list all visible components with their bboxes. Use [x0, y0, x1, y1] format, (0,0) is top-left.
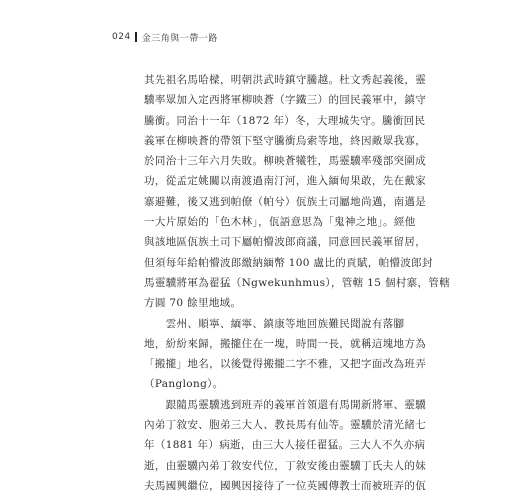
text-line: 騰衝。同治十一年（1872 年）冬，大理城失守。騰衝回民 — [144, 114, 426, 127]
header-divider-bar — [135, 32, 137, 42]
text-line: 馬靈驥將軍為翟猛（Ngwekunhmus），管轄 15 個村寨，管轄 — [144, 276, 451, 289]
text-line: 於同治十三年六月失敗。柳映蒼犧牲，馬靈驥率殘部突圍成 — [144, 155, 427, 168]
text-line: 雲州、順寧、緬寧、鎮康等地回族難民聞說有落腳 — [144, 317, 405, 330]
page-number: 024 — [112, 32, 131, 42]
text-line: 方圓 70 餘里地域。 — [144, 297, 242, 310]
book-title: 金三角與一帶一路 — [141, 33, 218, 44]
text-line: 寨避難，後又逃到帕僚（帕兮）佤族土司屬地尚邁，南邁是 — [144, 195, 427, 208]
text-line: 但須每年給帕懵波郎繳納緬幣 100 盧比的貢賦，帕懵波郎封 — [144, 256, 433, 269]
text-line: 驥率眾加入定西將軍柳映蒼（字鐵三）的回民義軍中，鎮守 — [144, 94, 427, 107]
running-header — [112, 30, 218, 44]
text-line: 逝，由靈驥內弟丁敘安代位，丁敘安後由靈驥丁氏夫人的妹 — [144, 459, 427, 472]
text-line: 其先祖名馬哈樑，明朝洪武時鎮守騰越。杜文秀起義後，靈 — [144, 74, 427, 86]
text-line: 年（1881 年）病逝，由三大人接任翟猛。三大人不久亦病 — [144, 439, 426, 452]
paragraph-1 — [144, 70, 451, 314]
text-line: 義軍在柳映蒼的帶領下堅守騰衝烏索等地，終因敵眾我寡， — [144, 134, 427, 147]
body-text — [144, 70, 451, 496]
text-line: 一大片原始的「色木林」，佤語意思為「鬼神之地」。經他 — [144, 216, 416, 229]
text-line: （Panglong）。 — [144, 378, 224, 391]
text-line: 「搬攏」地名，以後覺得搬攏二字不雅，又把字面改為班弄 — [144, 358, 427, 371]
paragraph-3 — [144, 395, 427, 496]
text-line: 內弟丁敘安、胞弟三大人、教長馬有仙等。靈驥於清光緒七 — [144, 419, 427, 432]
text-line: 夫馬國興繼位，國興因接待了一位英國傳教士而被班弄的佤 — [144, 479, 427, 492]
text-line: 跟隨馬靈驥逃到班弄的義軍首領還有馬開新將軍、靈驥 — [144, 398, 427, 411]
text-line: 與該地區佤族土司下屬帕懵波郎商議，同意回民義軍留居， — [144, 236, 427, 249]
text-line: 地，紛紛來歸，搬攏住在一塊，時間一長，就稱這塊地方為 — [144, 337, 427, 350]
text-line: 功，從孟定姚關以南渡過南汀河，進入緬甸果敢，先在戴家 — [144, 175, 427, 188]
paragraph-2 — [144, 314, 427, 395]
